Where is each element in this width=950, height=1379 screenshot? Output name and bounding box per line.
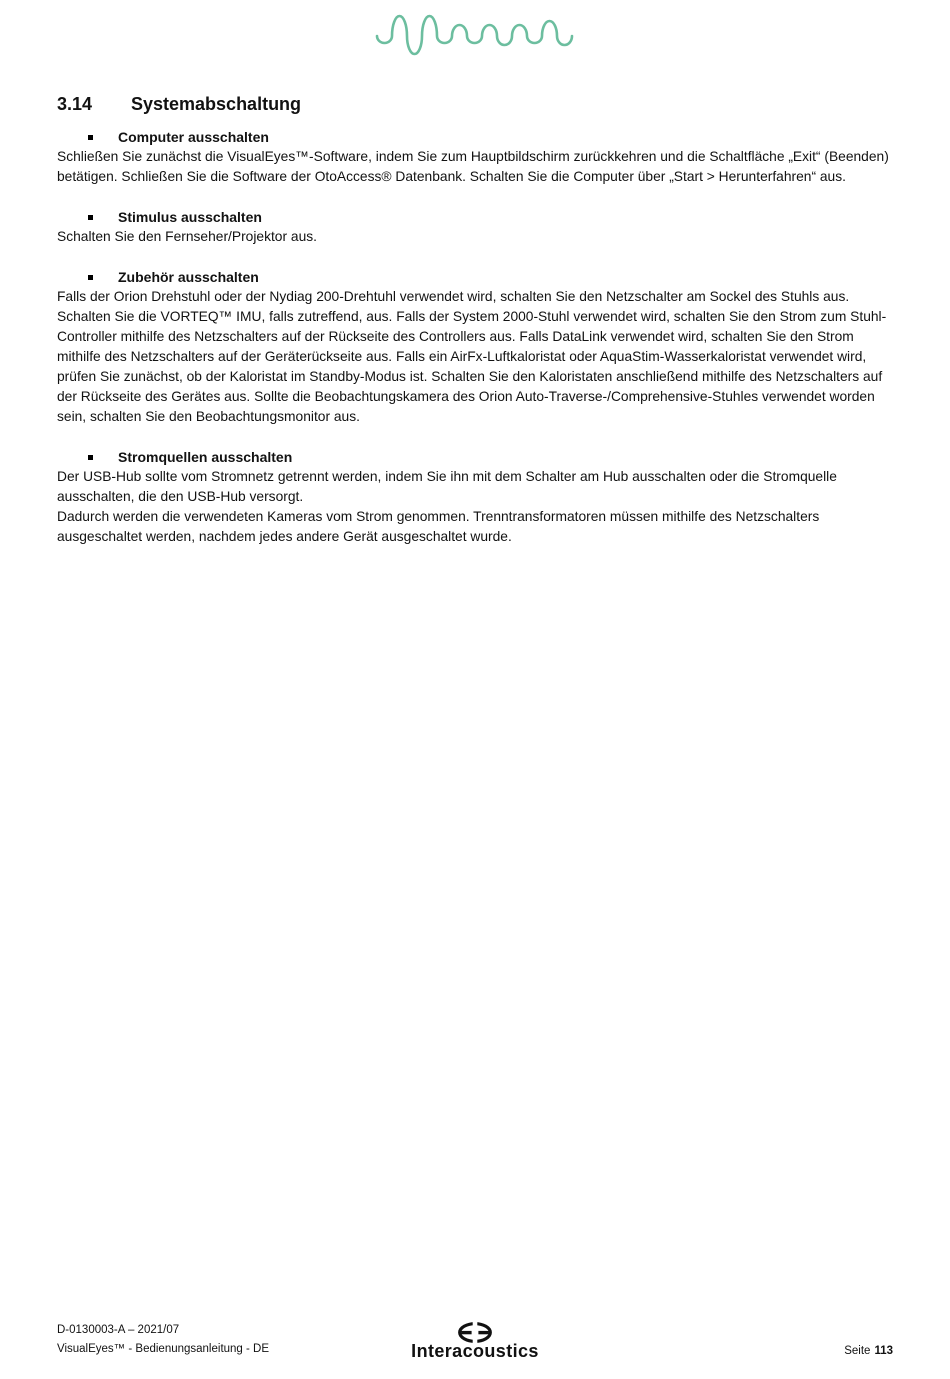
section-heading — [57, 93, 893, 115]
page-content — [0, 93, 950, 547]
bullet-square-icon — [88, 455, 93, 460]
paragraph-zubehoer: Falls der Orion Drehstuhl oder der Nydiag 200-Drehtuhl verwendet wird, schalten Sie den Netzschalter am Sockel des Stuhls aus. Schalten Sie die VORTEQ™ IMU, falls zutreffend, aus. Falls der System 2000-Stuhl verwendet wird, schalten Sie den Strom zum Stuhl-Controller mithilfe des Netzschalters auf der Rückseite des Controllers aus. Falls DataLink verwendet wird, schalten Sie den Strom mithilfe des Netzschalters auf der Geräterückseite aus. Falls ein AirFx-Luftkaloristat oder AquaStim-Wasserkaloristat verwendet wird, prüfen Sie zunächst, ob der Kaloristat im Standby-Modus ist. Schalten Sie den Kaloristaten anschließend mithilfe des Netzschalters auf der Rückseite des Gerätes aus. Sollte die Beobachtungskamera des Orion Auto-Traverse-/Comprehensive-Stuhles verwendet worden sein, schalten Sie den Beobachtungsmonitor aus. — [57, 289, 887, 424]
footer-doc-id: D-0130003-A – 2021/07 — [57, 1324, 180, 1336]
header-logo — [368, 12, 583, 65]
footer-brand — [355, 1322, 595, 1361]
paragraph-stromquellen-2: Dadurch werden die verwendeten Kameras vom Strom genommen. Trenntransformatoren müssen mithilfe des Netzschalters ausgeschaltet werden, nachdem jedes andere Gerät ausgeschaltet wurde. — [57, 509, 820, 544]
subsection-heading-stimulus — [88, 207, 893, 227]
section-number: 3.14 — [57, 94, 93, 114]
page-number: 113 — [874, 1345, 893, 1357]
interacoustics-globe-icon — [457, 1322, 493, 1343]
footer-doc-info — [57, 1321, 269, 1359]
page-title: Systemabschaltung — [131, 94, 302, 114]
subsection-title: Stromquellen ausschalten — [118, 449, 293, 465]
footer-page-number — [844, 1345, 893, 1357]
paragraph-computer: Schließen Sie zunächst die VisualEyes™-Software, indem Sie zum Hauptbildschirm zurückkehren und die Schaltfläche „Exit“ (Beenden) betätigen. Schließen Sie die Software der OtoAccess® Datenbank. Schalten Sie die Computer über „Start > Herunterfahren“ aus. — [57, 149, 889, 184]
interacoustics-wave-logo — [373, 12, 578, 60]
footer-doc-title: VisualEyes™ - Bedienungsanleitung - DE — [57, 1343, 270, 1355]
subsection-title: Computer ausschalten — [118, 129, 269, 145]
bullet-square-icon — [88, 215, 93, 220]
page-label: Seite — [844, 1345, 871, 1357]
subsection-title: Stimulus ausschalten — [118, 209, 262, 225]
subsection-heading-computer — [88, 127, 893, 147]
paragraph-stimulus: Schalten Sie den Fernseher/Projektor aus. — [57, 229, 317, 244]
paragraph-stromquellen-1: Der USB-Hub sollte vom Stromnetz getrennt werden, indem Sie ihn mit dem Schalter am Hub ausschalten oder die Stromquelle ausschalten, die den USB-Hub versorgt. — [57, 469, 837, 504]
subsection-heading-zubehoer — [88, 267, 893, 287]
subsection-title: Zubehör ausschalten — [118, 269, 259, 285]
bullet-square-icon — [88, 275, 93, 280]
bullet-square-icon — [88, 135, 93, 140]
brand-wordmark: Interacoustics — [411, 1341, 539, 1361]
subsection-heading-stromquellen — [88, 447, 893, 467]
